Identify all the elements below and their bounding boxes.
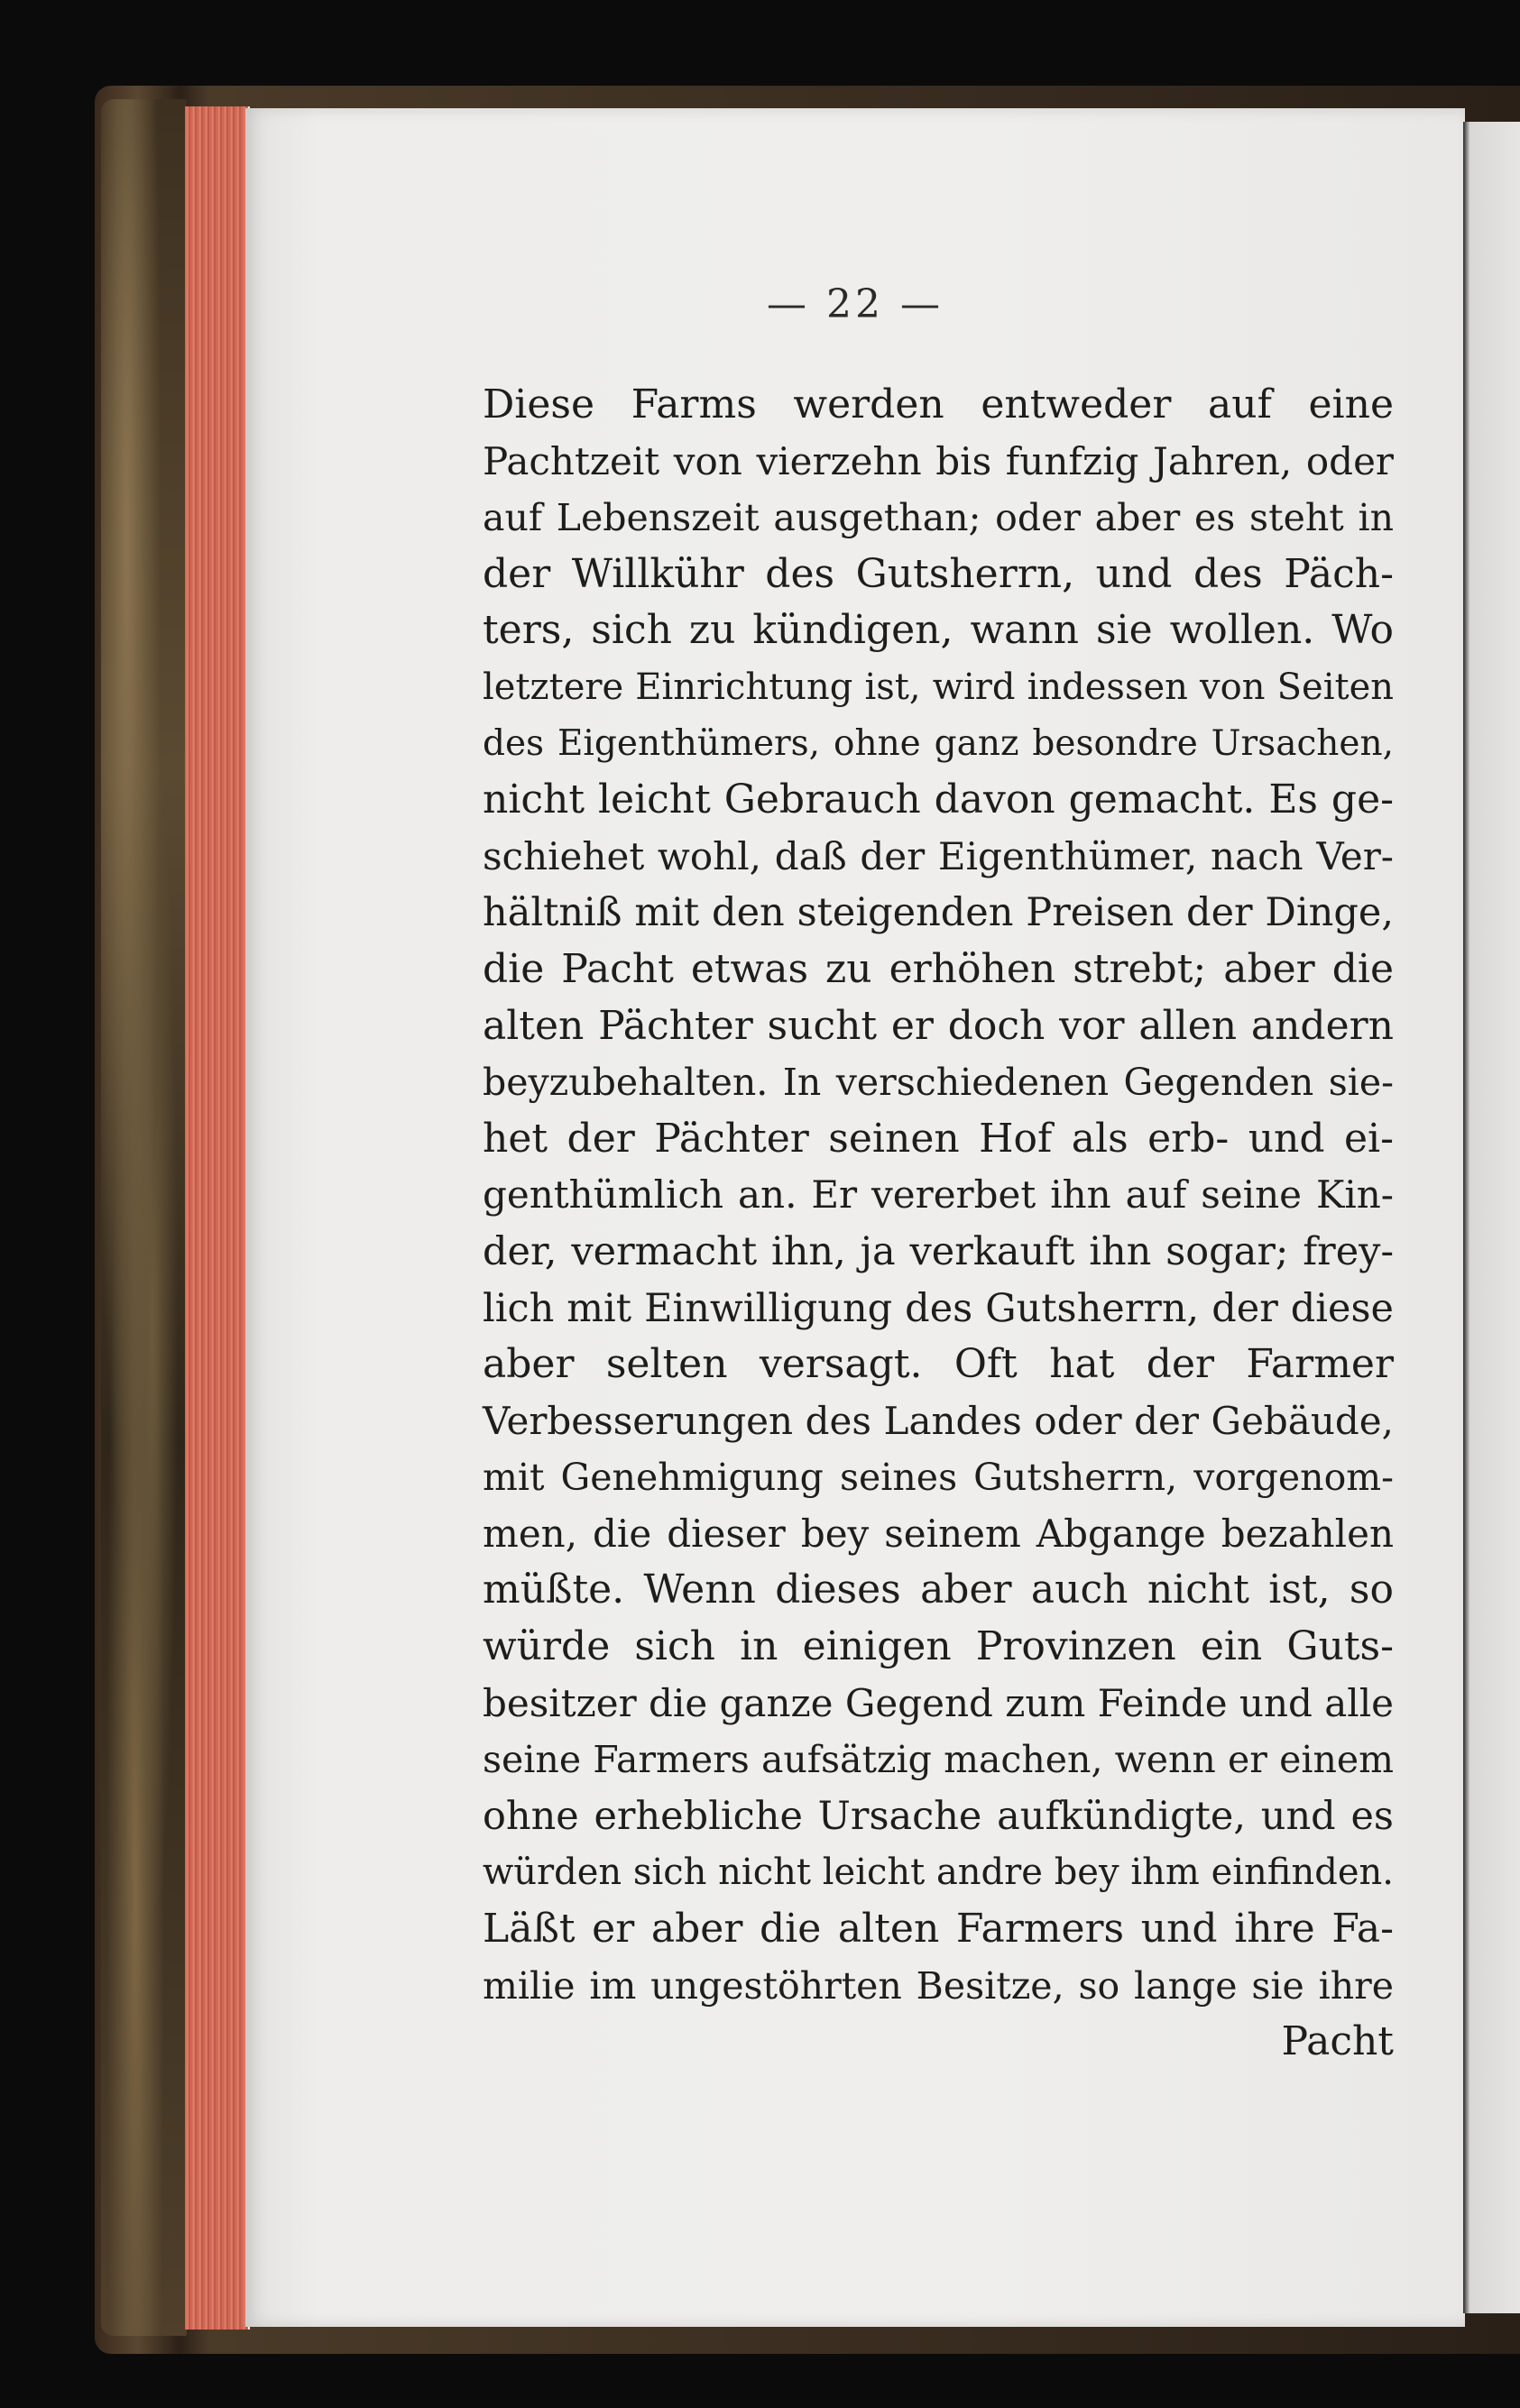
text-line: der Willkühr des Gutsherrn, und des Päch- xyxy=(483,550,1394,597)
text-line: auf Lebenszeit ausgethan; oder aber es steht in xyxy=(483,496,1394,540)
text-line: seine Farmers aufsätzig machen, wenn er einem xyxy=(483,1738,1394,1782)
text-line: lich mit Einwilligung des Gutsherrn, der diese xyxy=(483,1285,1394,1331)
body-text xyxy=(483,377,1394,2071)
text-line: letztere Einrichtung ist, wird indessen von Seiten xyxy=(483,666,1394,708)
text-line: schiehet wohl, daß der Eigenthümer, nach Ver- xyxy=(483,833,1394,878)
text-line: nicht leicht Gebrauch davon gemacht. Es ge- xyxy=(483,777,1394,823)
text-line: des Eigenthümers, ohne ganz besondre Ursachen, xyxy=(483,722,1394,764)
text-line: Verbesserungen des Landes oder der Gebäude, xyxy=(483,1398,1394,1443)
page-edges xyxy=(185,106,250,2330)
page-header: — 22 — xyxy=(767,281,944,327)
text-line: mit Genehmigung seines Gutsherrn, vorgenom- xyxy=(483,1456,1394,1500)
text-line: würden sich nicht leicht andre bey ihm einfinden. xyxy=(483,1852,1394,1894)
text-line: het der Pächter seinen Hof als erb- und ei- xyxy=(483,1115,1394,1162)
marbled-cover-edge xyxy=(101,99,187,2336)
text-line: Pachtzeit von vierzehn bis funfzig Jahren, oder xyxy=(483,438,1394,483)
text-line: aber selten versagt. Oft hat der Farmer xyxy=(483,1341,1394,1388)
text-line: men, die dieser bey seinem Abgange bezahlen xyxy=(483,1511,1394,1556)
text-line: ohne erhebliche Ursache aufkündigte, und es xyxy=(483,1793,1394,1839)
text-line: Läßt er aber die alten Farmers und ihre Fa- xyxy=(483,1906,1394,1953)
text-line: besitzer die ganze Gegend zum Feinde und alle xyxy=(483,1680,1395,1725)
text-line: ters, sich zu kündigen, wann sie wollen. Wo xyxy=(483,607,1394,654)
text-line: beyzubehalten. In verschiedenen Gegenden sie- xyxy=(483,1061,1394,1105)
text-line: alten Pächter sucht er doch vor allen andern xyxy=(483,1002,1394,1049)
catchword: Pacht xyxy=(1281,2018,1394,2065)
text-line: die Pacht etwas zu erhöhen strebt; aber die xyxy=(483,945,1394,992)
text-line: milie im ungestöhrten Besitze, so lange sie ihre xyxy=(483,1963,1394,2008)
text-line: Diese Farms werden entweder auf eine xyxy=(483,381,1394,427)
text-line: hältniß mit den steigenden Preisen der Dinge, xyxy=(483,890,1394,936)
text-line: genthümlich an. Er vererbet ihn auf seine Kin- xyxy=(483,1172,1394,1218)
facing-page-edge xyxy=(1463,122,1520,2313)
text-line: der, vermacht ihn, ja verkauft ihn sogar; frey- xyxy=(483,1228,1394,1274)
text-line: müßte. Wenn dieses aber auch nicht ist, so xyxy=(483,1567,1394,1613)
text-line: würde sich in einigen Provinzen ein Guts- xyxy=(483,1623,1394,1670)
